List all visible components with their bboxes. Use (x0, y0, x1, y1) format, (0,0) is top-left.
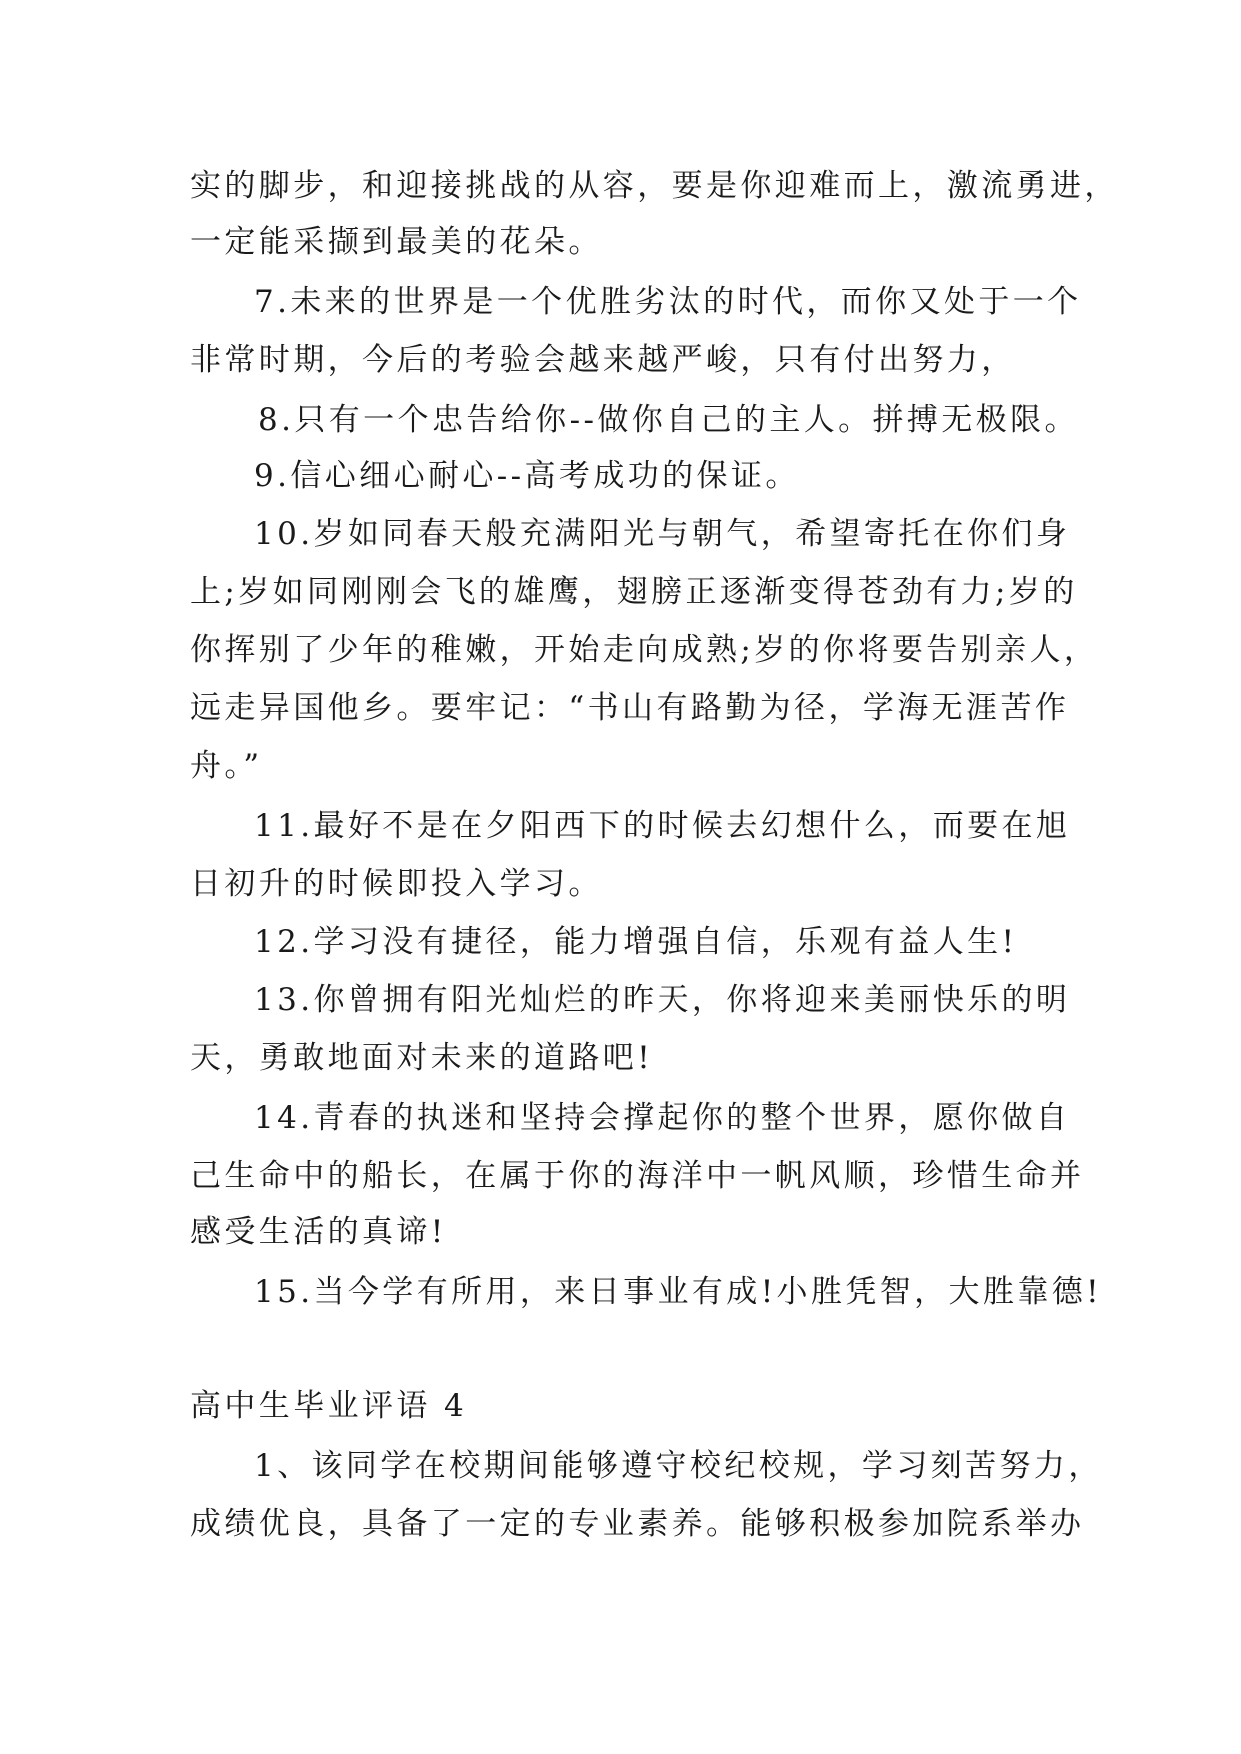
text-line: 一定能采撷到最美的花朵。 (190, 224, 603, 260)
text-line: 日初升的时候即投入学习。 (190, 866, 603, 902)
text-line: 实的脚步，和迎接挑战的从容，要是你迎难而上，激流勇进， (190, 168, 1119, 204)
list-item-13: 13.你曾拥有阳光灿烂的昨天，你将迎来美丽快乐的明 (254, 982, 1071, 1018)
list-item-10: 10.岁如同春天般充满阳光与朝气，希望寄托在你们身 (254, 516, 1071, 552)
text-line: 远走异国他乡。要牢记：“书山有路勤为径，学海无涯苦作 (190, 690, 1070, 726)
text-line: 己生命中的船长，在属于你的海洋中一帆风顺，珍惜生命并 (190, 1158, 1085, 1194)
text-line: 上;岁如同刚刚会飞的雄鹰，翅膀正逐渐变得苍劲有力;岁的 (190, 574, 1078, 610)
text-line: 感受生活的真谛! (190, 1214, 447, 1250)
list-item-9: 9.信心细心耐心--高考成功的保证。 (254, 458, 800, 494)
text-line: 天，勇敢地面对未来的道路吧! (190, 1040, 654, 1076)
text-line: 你挥别了少年的稚嫩，开始走向成熟;岁的你将要告别亲人， (190, 632, 1099, 668)
list-item-8: 8.只有一个忠告给你--做你自己的主人。拼搏无极限。 (258, 402, 1079, 438)
section-heading: 高中生毕业评语 4 (190, 1388, 468, 1424)
list-item-14: 14.青春的执迷和坚持会撑起你的整个世界，愿你做自 (254, 1100, 1071, 1136)
text-line: 非常时期，今后的考验会越来越严峻，只有付出努力， (190, 342, 1016, 378)
text-line: 成绩优良，具备了一定的专业素养。能够积极参加院系举办 (190, 1506, 1085, 1542)
list-item-7: 7.未来的世界是一个优胜劣汰的时代，而你又处于一个 (254, 284, 1082, 320)
list-item-12: 12.学习没有捷径，能力增强自信，乐观有益人生! (254, 924, 1018, 960)
text-line: 舟。” (190, 748, 263, 784)
list-item-15: 15.当今学有所用，来日事业有成!小胜凭智，大胜靠德! (254, 1274, 1103, 1310)
list-item-11: 11.最好不是在夕阳西下的时候去幻想什么，而要在旭 (254, 808, 1071, 844)
list-item-1: 1、该同学在校期间能够遵守校纪校规，学习刻苦努力， (254, 1448, 1103, 1484)
